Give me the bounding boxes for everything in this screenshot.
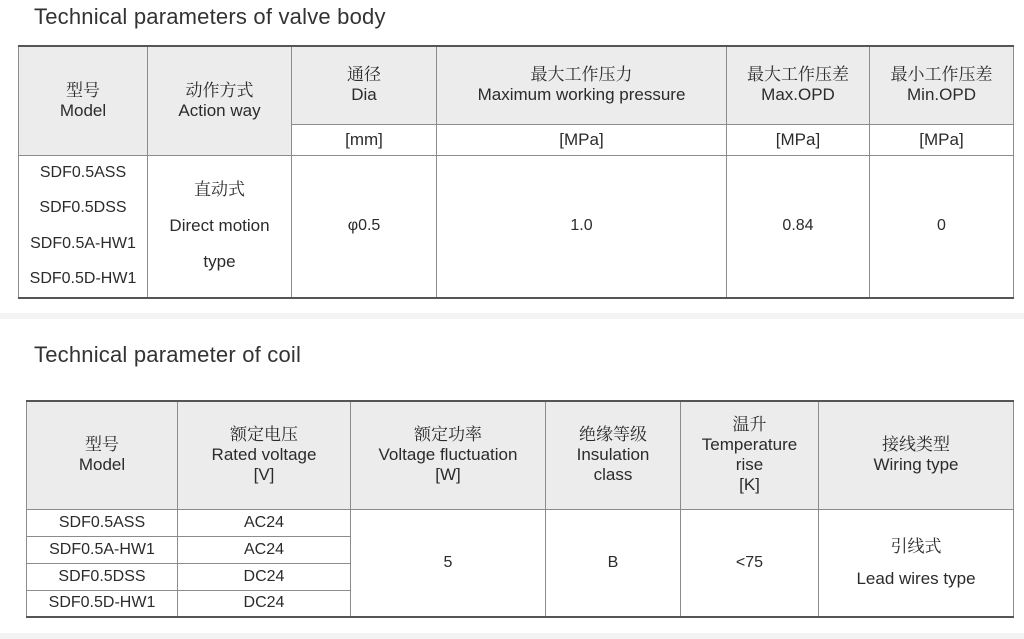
- coil-model: SDF0.5DSS: [27, 563, 178, 590]
- header-model: [19, 46, 148, 155]
- model-cell: [19, 155, 148, 298]
- coil-voltage: AC24: [178, 509, 351, 536]
- header-maxopd-en: Max.OPD: [761, 85, 835, 105]
- header-voltage-cn: 额定电压: [230, 425, 298, 445]
- insulation-class-value: B: [546, 509, 681, 617]
- wiring-type-value: [819, 509, 1014, 617]
- temperature-rise-value: <75: [681, 509, 819, 617]
- header-wiring-en: Wiring type: [873, 455, 959, 475]
- header-model-cn: 型号: [66, 80, 100, 100]
- action-en-line1: Direct motion: [169, 216, 270, 235]
- header-min-opd: [870, 46, 1014, 124]
- max-opd-value: 0.84: [727, 155, 870, 298]
- model-name: SDF0.5A-HW1: [30, 234, 136, 252]
- action-en-line2: type: [203, 252, 236, 271]
- header-action-en: Action way: [178, 100, 261, 120]
- unit-dia: [mm]: [292, 124, 437, 155]
- unit-max-opd: [MPa]: [727, 124, 870, 155]
- model-name: SDF0.5DSS: [39, 199, 127, 217]
- rated-power-value: 5: [351, 509, 546, 617]
- coil-model: SDF0.5ASS: [27, 509, 178, 536]
- valve-body-parameters-table: [18, 45, 1014, 299]
- section-divider: [0, 313, 1024, 319]
- header-power-en: Voltage fluctuation: [378, 445, 518, 465]
- header-power-cn: 额定功率: [414, 425, 482, 445]
- coil-section-title: Technical parameter of coil: [34, 342, 302, 367]
- header-power-unit: [W]: [435, 465, 461, 485]
- max-pressure-value: 1.0: [437, 155, 727, 298]
- header-wiring-type: [819, 401, 1014, 509]
- header-wiring-cn: 接线类型: [882, 435, 950, 455]
- header-model: [27, 401, 178, 509]
- min-opd-value: 0: [870, 155, 1014, 298]
- table-row: [19, 155, 1014, 298]
- header-max-opd: [727, 46, 870, 124]
- table-header-row: [19, 46, 1014, 124]
- valve-body-section-title: Technical parameters of valve body: [34, 4, 386, 29]
- header-temp-en-line2: rise: [735, 455, 764, 475]
- header-rated-power: [351, 401, 546, 509]
- header-dia-en: Dia: [351, 85, 377, 105]
- coil-voltage: AC24: [178, 536, 351, 563]
- coil-voltage: DC24: [178, 563, 351, 590]
- dia-value: φ0.5: [292, 155, 437, 298]
- header-model-en: Model: [78, 455, 126, 475]
- header-maxp-cn: 最大工作压力: [530, 65, 633, 85]
- header-insulation-cn: 绝缘等级: [579, 425, 647, 445]
- header-action-cn: 动作方式: [185, 80, 254, 100]
- action-way-cell: [148, 155, 292, 298]
- table-row: [27, 509, 1014, 536]
- unit-min-opd: [MPa]: [870, 124, 1014, 155]
- header-voltage-unit: [V]: [253, 465, 275, 485]
- coil-model: SDF0.5A-HW1: [27, 536, 178, 563]
- table-header-row: [27, 401, 1014, 509]
- header-temperature-rise: [681, 401, 819, 509]
- header-insulation-en-line1: Insulation: [576, 445, 650, 465]
- wiring-en: Lead wires type: [856, 568, 976, 588]
- coil-voltage: DC24: [178, 590, 351, 617]
- header-rated-voltage: [178, 401, 351, 509]
- header-minopd-cn: 最小工作压差: [890, 65, 993, 85]
- header-maxopd-cn: 最大工作压差: [747, 65, 849, 85]
- header-minopd-en: Min.OPD: [907, 85, 976, 105]
- section-divider: [0, 633, 1024, 639]
- wiring-cn: 引线式: [890, 536, 942, 556]
- header-voltage-en: Rated voltage: [211, 445, 317, 465]
- action-cn: 直动式: [194, 180, 245, 199]
- coil-model: SDF0.5D-HW1: [27, 590, 178, 617]
- model-name: SDF0.5ASS: [39, 164, 127, 182]
- header-model-en: Model: [59, 100, 107, 120]
- header-insulation-en-line2: class: [593, 465, 633, 485]
- header-dia-cn: 通径: [347, 65, 381, 85]
- model-name: SDF0.5D-HW1: [29, 269, 137, 287]
- coil-parameters-table: [26, 400, 1014, 618]
- header-temp-unit: [K]: [739, 475, 760, 495]
- header-maxp-en: Maximum working pressure: [477, 85, 686, 105]
- header-model-cn: 型号: [85, 435, 119, 455]
- header-temp-cn: 温升: [732, 415, 767, 435]
- header-max-pressure: [437, 46, 727, 124]
- header-dia: [292, 46, 437, 124]
- unit-max-pressure: [MPa]: [437, 124, 727, 155]
- header-action-way: [148, 46, 292, 155]
- header-temp-en-line1: Temperature: [701, 435, 798, 455]
- header-insulation-class: [546, 401, 681, 509]
